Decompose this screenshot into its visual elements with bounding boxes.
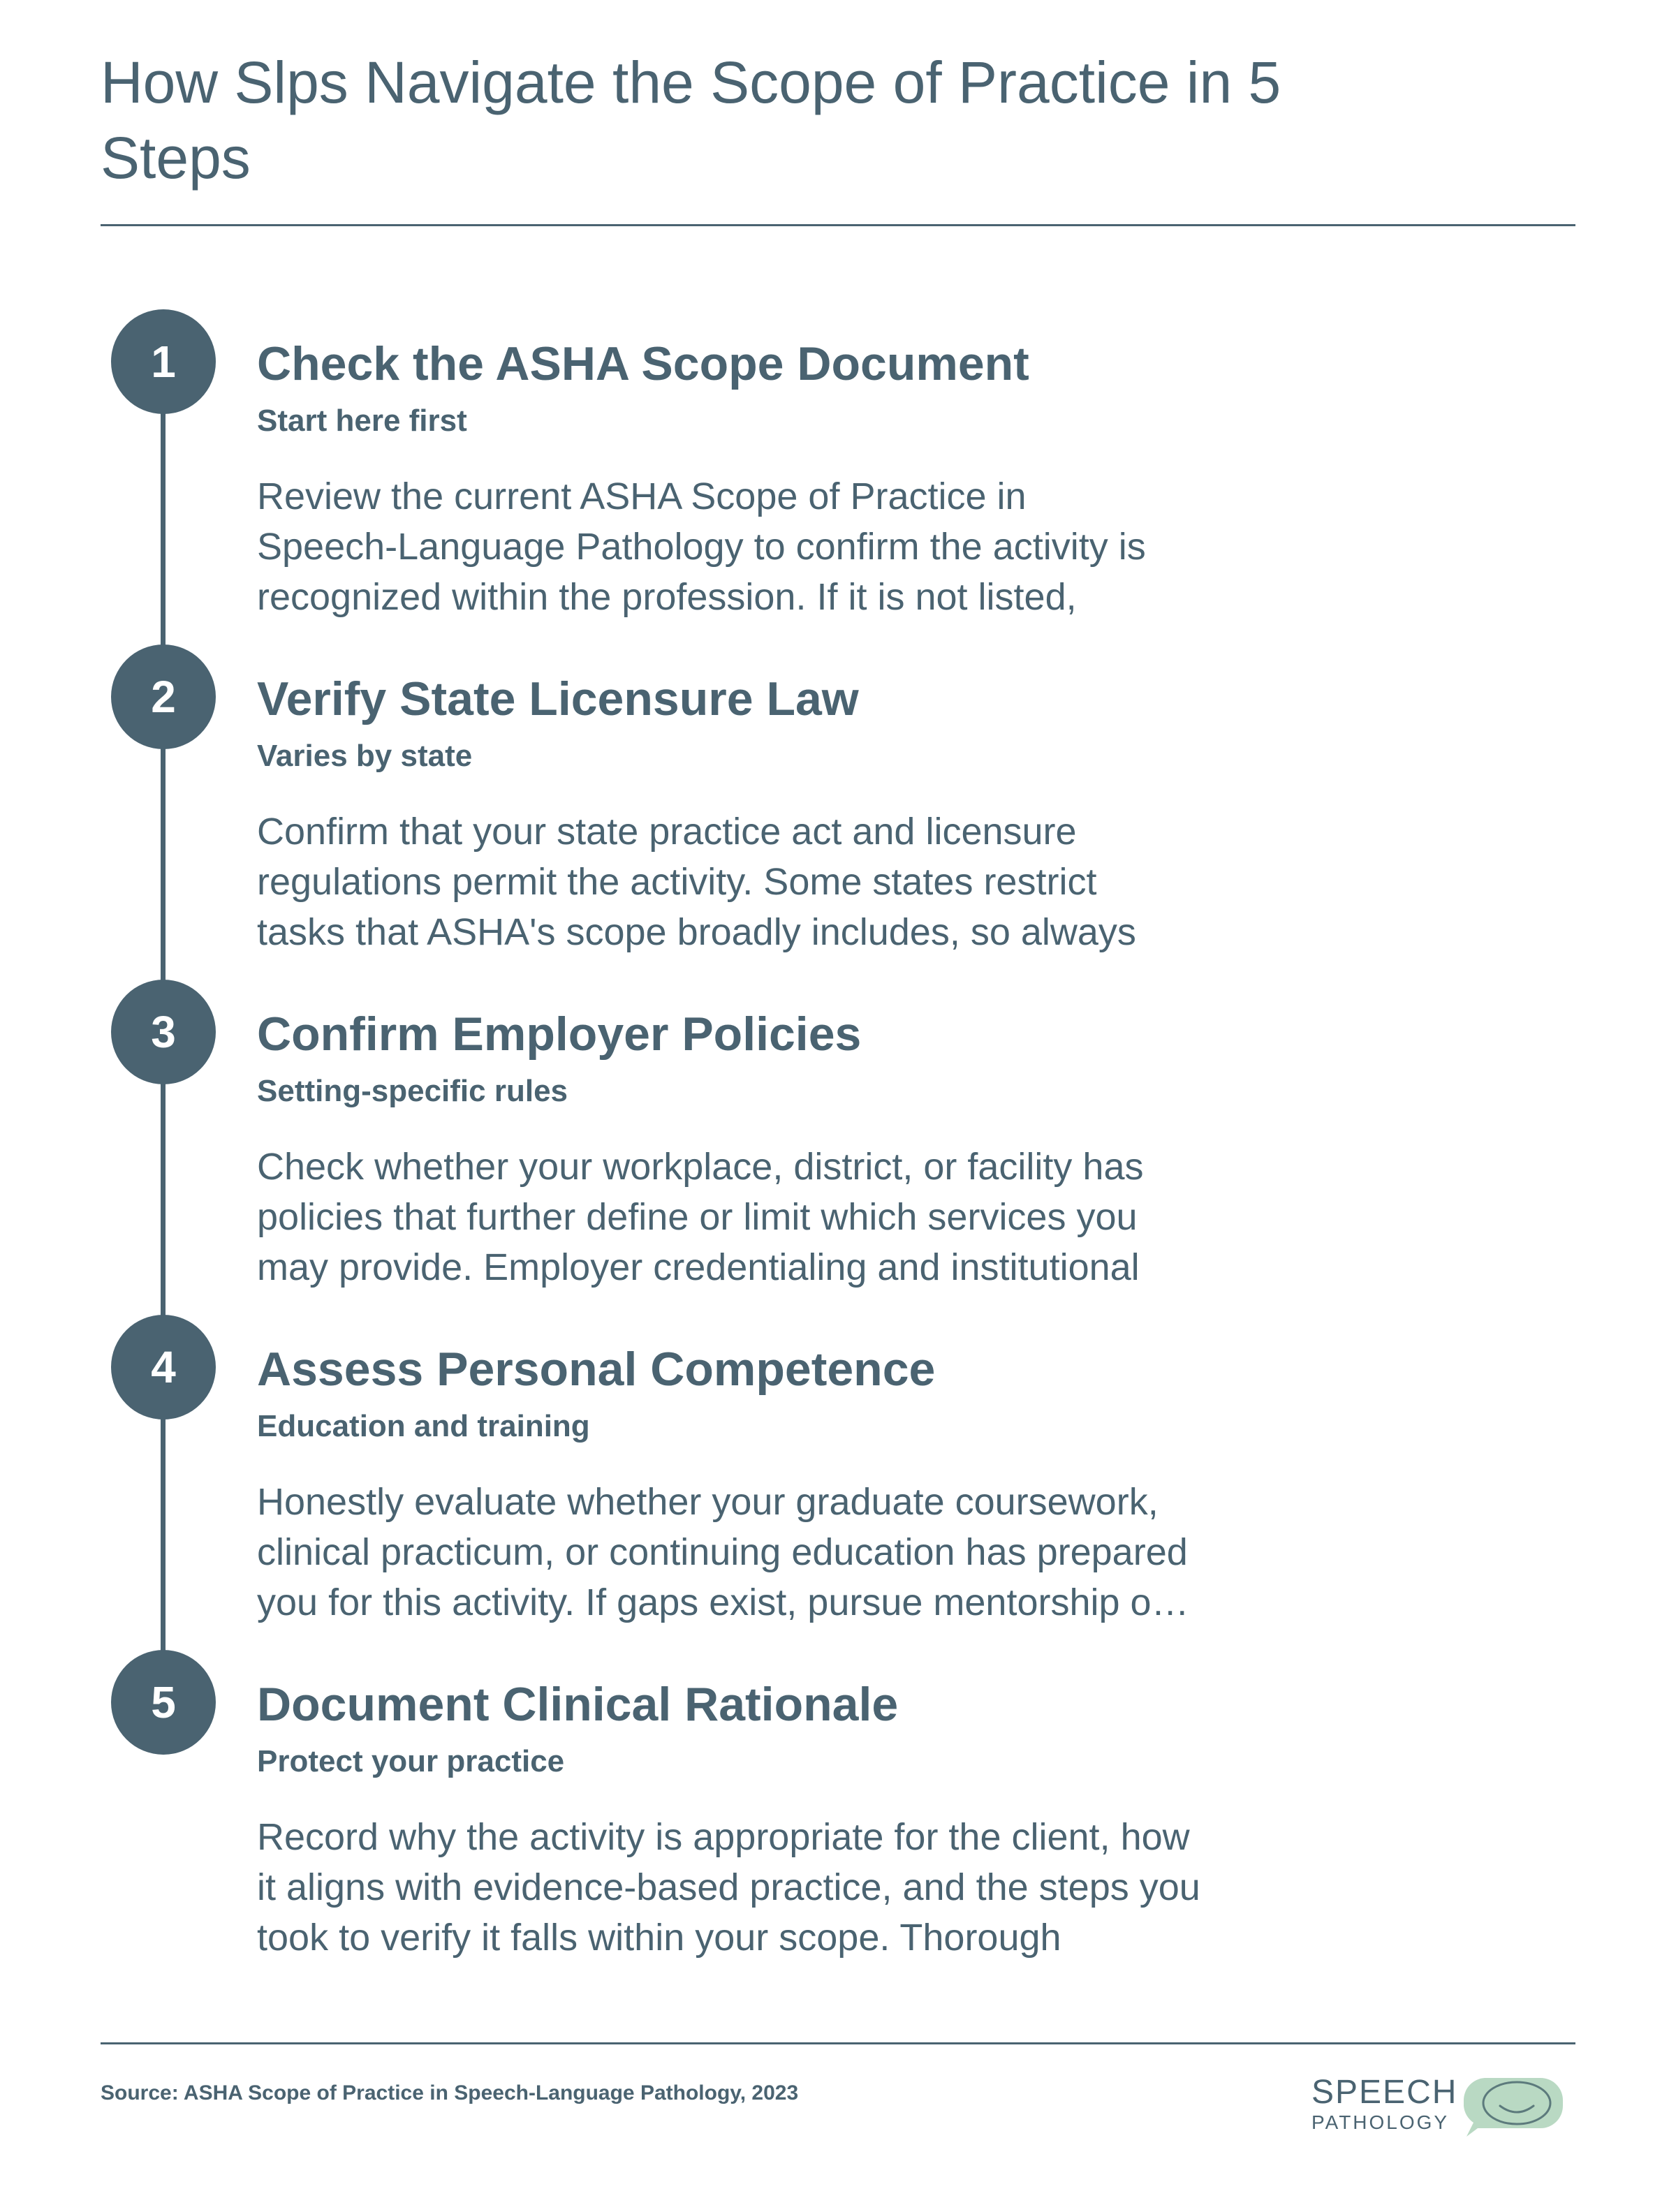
brand-logo [1306, 2067, 1571, 2144]
step-description-line: Speech-Language Pathology to confirm the activity is [257, 526, 1146, 568]
step-item [0, 644, 1676, 966]
step-description-line: policies that further define or limit which services you [257, 1196, 1138, 1238]
step-subtitle: Varies by state [257, 739, 473, 773]
step-number-badge: 2 [111, 644, 216, 749]
page-title: How Slps Navigate the Scope of Practice in 5 Steps [101, 50, 1281, 191]
logo-wordmark-top: SPEECH [1311, 2074, 1458, 2111]
step-description-line: it aligns with evidence-based practice, and the steps you [257, 1866, 1200, 1908]
step-subtitle: Setting-specific rules [257, 1074, 568, 1108]
step-description [257, 471, 1270, 622]
step-number-badge: 5 [111, 1650, 216, 1755]
step-title: Document Clinical Rationale [257, 1678, 899, 1731]
step-item [0, 1315, 1676, 1636]
step-description-line: recognized within the profession. If it is not listed, [257, 576, 1077, 618]
step-item [0, 1650, 1676, 1971]
step-subtitle: Protect your practice [257, 1744, 565, 1778]
step-description-line: clinical practicum, or continuing education has prepared [257, 1531, 1188, 1573]
step-description-line: Confirm that your state practice act and licensure [257, 811, 1077, 853]
step-subtitle: Start here first [257, 404, 467, 438]
step-description-line: Review the current ASHA Scope of Practice in [257, 475, 1027, 517]
step-description [257, 1142, 1270, 1292]
step-number-badge: 1 [111, 309, 216, 414]
step-description-line: Record why the activity is appropriate for the client, how [257, 1816, 1190, 1858]
step-description-line: took to verify it falls within your scope. Thorough [257, 1917, 1061, 1959]
step-description [257, 806, 1270, 957]
step-description [257, 1812, 1270, 1963]
step-description-line: may provide. Employer credentialing and institutional [257, 1246, 1140, 1288]
step-description-line: Check whether your workplace, district, or facility has [257, 1146, 1144, 1188]
speech-bubble-smile-icon [1464, 2072, 1565, 2139]
step-title: Assess Personal Competence [257, 1343, 936, 1396]
step-title: Confirm Employer Policies [257, 1008, 862, 1061]
step-title: Verify State Licensure Law [257, 672, 859, 725]
step-description-line: tasks that ASHA's scope broadly includes, so always [257, 911, 1136, 953]
step-number-badge: 3 [111, 980, 216, 1084]
step-description [257, 1477, 1270, 1628]
source-citation: Source: ASHA Scope of Practice in Speech-Language Pathology, 2023 [101, 2081, 799, 2104]
step-description-line: regulations permit the activity. Some states restrict [257, 861, 1097, 903]
bottom-divider [101, 2042, 1575, 2044]
logo-wordmark-bottom: PATHOLOGY [1311, 2111, 1450, 2133]
step-item [0, 309, 1676, 631]
step-subtitle: Education and training [257, 1409, 590, 1443]
step-description-line: Honestly evaluate whether your graduate coursework, [257, 1481, 1159, 1523]
top-divider [101, 224, 1575, 226]
step-number-badge: 4 [111, 1315, 216, 1420]
step-title: Check the ASHA Scope Document [257, 337, 1029, 390]
step-description-line: you for this activity. If gaps exist, pursue mentorship o… [257, 1581, 1189, 1623]
step-item [0, 980, 1676, 1301]
